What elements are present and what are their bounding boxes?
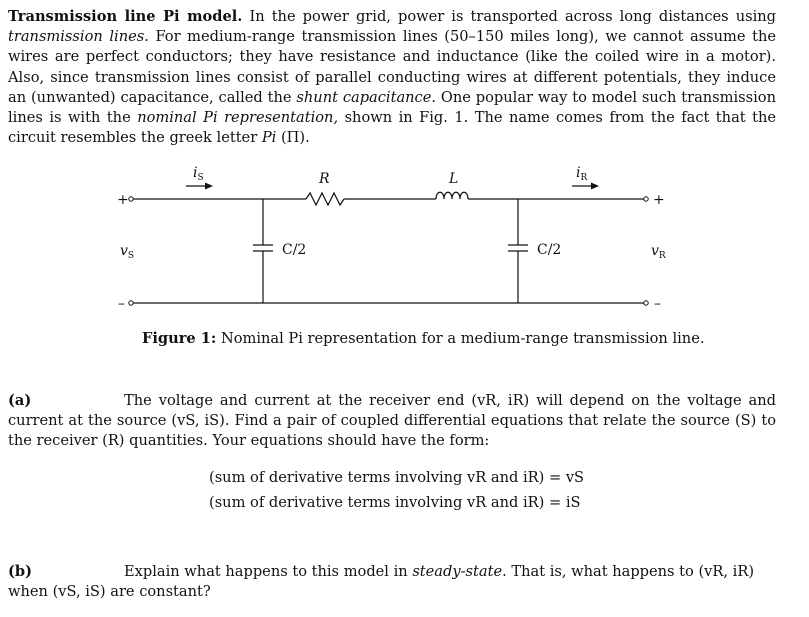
vs-label: $v_S$: [120, 243, 135, 261]
plus-left: +: [117, 192, 129, 208]
part-b-text-pre: Explain what happens to this model in: [124, 563, 408, 580]
r-label: R: [319, 171, 330, 187]
term-nominal-pi: nominal Pi representation,: [137, 109, 339, 127]
intro-text-4: shown in Fig. 1. The name comes from the fact that the circuit resembles the greek letter: [8, 109, 777, 147]
is-arrow-head: [205, 183, 213, 190]
equation-1: (sum of derivative terms involving vR and iR) = vS: [209, 469, 585, 486]
term-steady-state: steady-state.: [412, 563, 507, 580]
l-label: L: [449, 171, 459, 187]
term-pi: Pi: [261, 129, 277, 147]
inductor-coil: [436, 192, 468, 199]
intro-text-3: One popular way to model such transmission lines is with the: [8, 88, 776, 127]
terminal-right-top: [644, 197, 648, 201]
intro-text-2: For medium-range transmission lines (50–150 miles long), we cannot assume the wires are perfect conductors; they have resistance and inductance (like the coiled wire in a motor). Also, since transmission lines consist of parallel conducting wires at different potentials, they induce an (unwanted) capacitance, called the: [8, 28, 777, 106]
c2-label: C/2: [537, 242, 562, 258]
term-transmission-lines: transmission lines.: [8, 28, 149, 46]
minus-right: –: [654, 296, 661, 312]
terminal-left-top: [129, 197, 133, 201]
caption-text: Nominal Pi representation for a medium-range transmission line.: [220, 330, 705, 347]
term-shunt-capacitance: shunt capacitance.: [296, 88, 437, 106]
part-a: [8, 391, 776, 452]
problem-title: Transmission line Pi model.: [8, 8, 243, 25]
c1-label: C/2: [282, 242, 307, 258]
plus-right: +: [653, 192, 665, 208]
minus-left: –: [118, 296, 125, 312]
part-b-text-post: That is, what happens to (vR, iR) when (vS, iS) are constant?: [8, 563, 755, 601]
part-b-label: (b): [8, 563, 33, 580]
part-a-label: (a): [8, 392, 32, 409]
intro-text-1: In the power grid, power is transported across long distances using: [249, 8, 777, 25]
ir-arrow-head: [591, 183, 599, 190]
equation-2: (sum of derivative terms involving vR and iR) = iS: [209, 494, 581, 511]
terminal-right-bottom: [644, 301, 648, 305]
part-a-text: The voltage and current at the receiver end (vR, iR) will depend on the voltage and current at the source (vS, iS). Find a pair of coupled differential equations that relate the source (S) to the receiver (R) quantities. Your equations should have the form:: [8, 392, 776, 450]
part-b: [8, 562, 776, 602]
figure-caption: [142, 330, 704, 347]
caption-label: Figure 1:: [142, 330, 217, 347]
intro-text-5: (Π).: [280, 129, 310, 147]
vr-label: $v_R$: [651, 243, 666, 261]
ir-label: $i_R$: [576, 165, 588, 183]
resistor-zigzag: [306, 193, 344, 205]
terminal-left-bottom: [129, 301, 133, 305]
is-label: $i_S$: [193, 165, 204, 183]
